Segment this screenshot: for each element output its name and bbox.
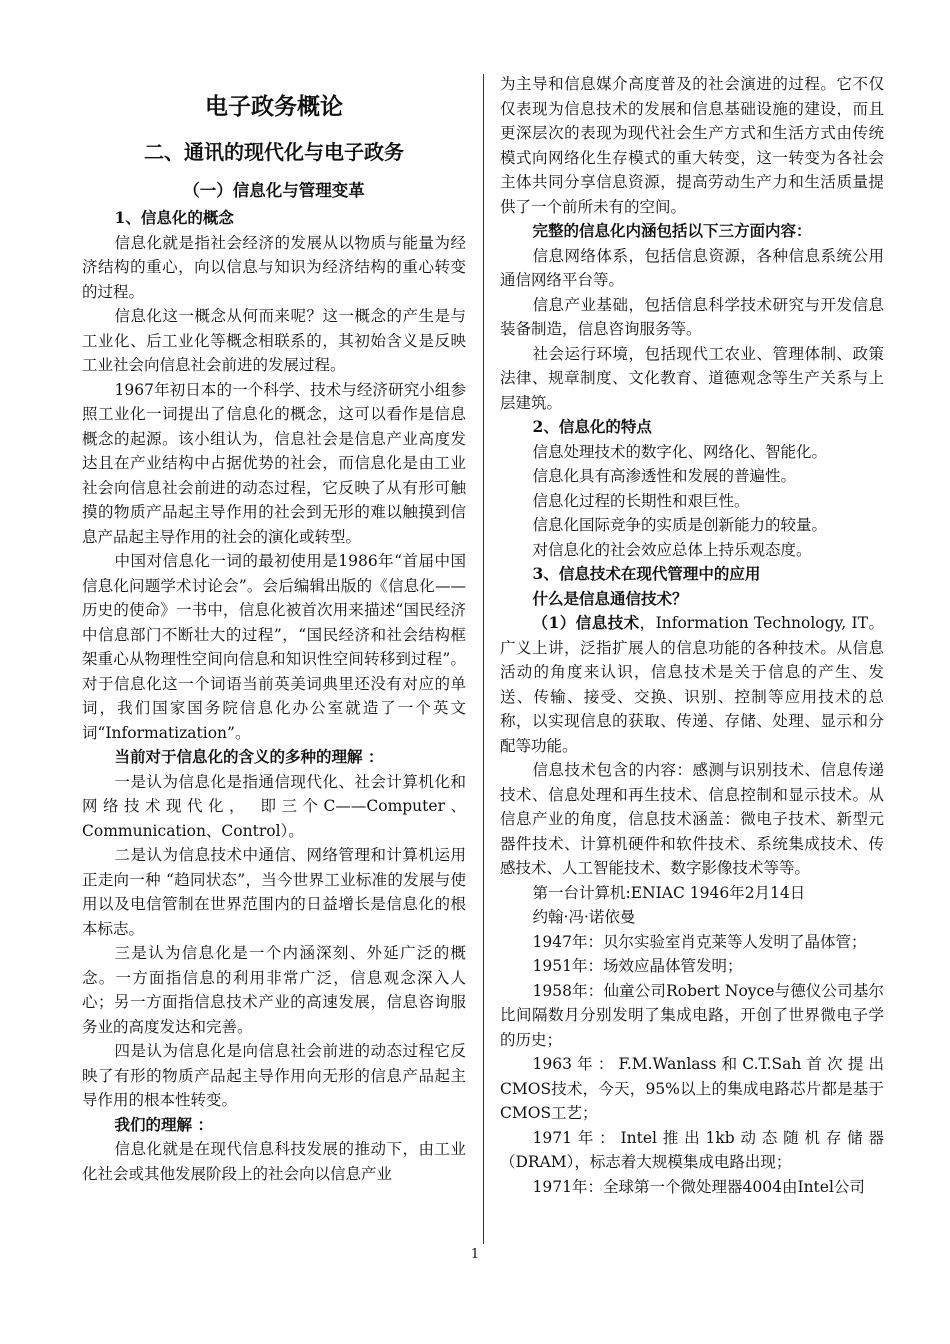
paragraph: 信息化这一概念从何而来呢？这一概念的产生是与工业化、后工业化等概念相联系的，其初始含义是反映工业社会向信息社会前进的发展过程。 [82,307,466,374]
right-column [500,72,884,1199]
paragraph [500,611,884,758]
timeline-item: 1971年：Intel推出1kb动态随机存储器（DRAM），标志着大规模集成电路出现； [500,1128,884,1171]
page-number: 1 [470,1247,480,1262]
left-column [82,72,466,1186]
timeline-item: 1963年：F.M.Wanlass和C.T.Sah首次提出CMOS技术，今天，95%以上的集成电路芯片都是基于CMOS工艺； [500,1055,884,1122]
subheading-what-is-ict: 什么是信息通信技术？ [532,588,688,608]
subheading-application: 3、信息技术在现代管理中的应用 [532,564,761,583]
timeline-item: 1958年：仙童公司Robert Noyce与德仪公司基尔比间隔数月分别发明了集成电路，开创了世界微电子学的历史； [500,981,884,1049]
paragraph: 社会运行环境，包括现代工农业、管理体制、政策法律、规章制度、文化教育、道德观念等生产关系与上层建筑。 [500,344,884,412]
paragraph: 信息产业基础，包括信息科学技术研究与开发信息装备制造，信息咨询服务等。 [500,295,884,338]
feature-item: 信息处理技术的数字化、网络化、智能化。 [532,442,828,461]
paragraph: 一是认为信息化是指通信现代化、社会计算机化和网络技术现代化， 即三个C——Computer、Communication、Control）。 [82,772,466,840]
subheading-meanings: 当前对于信息化的含义的多种的理解 ： [114,747,384,766]
document-title: 电子政务概论 [205,93,343,120]
paragraph-text: ，Information Technology, IT。广义上讲，泛指扩展人的信息功能的各种技术。从信息活动的角度来认识，信息技术是关于信息的产生、发送、传输、接受、交换、识别、控制等应用技术的总称，以实现信息的获取、传递、存储、处理、显示和分配等功能。 [500,614,884,755]
timeline-item: 1971年：全球第一个微处理器4004由Intel公司 [532,1177,865,1196]
subheading-features: 2、信息化的特点 [532,417,652,436]
timeline-item: 第一台计算机:ENIAC 1946年2月14日 [532,883,806,902]
feature-item: 信息化过程的长期性和艰巨性。 [532,491,750,510]
subheading-our-understanding: 我们的理解 ： [114,1114,213,1134]
column-divider [483,74,484,1244]
feature-item: 信息化具有高渗透性和发展的普遍性。 [532,467,797,485]
subheading-concept: 1、信息化的概念 [114,208,234,227]
paragraph: 二是认为信息技术中通信、网络管理和计算机运用正走向一种 “趋同状态”，当今世界工业标准的发展与使用以及电信管制在世界范围内的日益增长是信息化的根本标志。 [82,846,466,938]
timeline-item: 1951年：场效应晶体管发明； [532,957,743,975]
timeline-item: 1947年：贝尔实验室肖克莱等人发明了晶体管； [532,932,867,951]
chapter-title: 二、通讯的现代化与电子政务 [144,140,404,164]
timeline-item: 约翰·冯·诺依曼 [532,908,636,926]
paragraph: 1967年初日本的一个科学、技术与经济研究小组参照工业化一词提出了信息化的概念，这可以看作是信息概念的起源。该小组认为，信息社会是信息产业高度发达且在产业结构中占据优势的社会，而信息化是由工业社会向信息社会前进的动态过程，它反映了从有形可触摸的物质产品起主导作用的社会到无形的难以触摸到信息产品起主导作用的社会的演化或转型。 [82,380,466,546]
term-it: （1）信息技术 [532,613,640,632]
paragraph: 四是认为信息化是向信息社会前进的动态过程它反映了有形的物质产品起主导作用向无形的信息产品起主导作用的根本性转变。 [82,1042,466,1109]
paragraph: 三是认为信息化是一个内涵深刻、外延广泛的概念。一方面指信息的利用非常广泛，信息观念深入人心；另一方面指信息技术产业的高速发展，信息咨询服务业的高度发达和完善。 [82,944,466,1036]
paragraph: 信息网络体系，包括信息资源，各种信息系统公用通信网络平台等。 [500,246,884,289]
paragraph: 信息化就是在现代信息科技发展的推动下，由工业化社会或其他发展阶段上的社会向以信息产业 [82,1140,466,1183]
feature-item: 对信息化的社会效应总体上持乐观态度。 [532,540,812,559]
paragraph: 信息化就是指社会经济的发展从以物质与能量为经济结构的重心，向以信息与知识为经济结构的重心转变的过程。 [82,233,466,301]
paragraph: 中国对信息化一词的最初使用是1986年“首届中国信息化问题学术讨论会”。会后编辑出版的《信息化——历史的使命》一书中，信息化被首次用来描述“国民经济中信息部门不断壮大的过程”，“国民经济和社会结构框架重心从物理性空间向信息和知识性空间转移到过程”。对于信息化这一个词语当前英美词典里还没有对应的单词，我们国家国务院信息化办公室就造了一个英文词“Informatization”。 [82,552,466,742]
feature-item: 信息化国际竞争的实质是创新能力的较量。 [532,516,828,534]
subheading-full-connotation: 完整的信息化内涵包括以下三方面内容： [532,221,812,240]
section-title: （一）信息化与管理变革 [183,181,365,200]
paragraph: 为主导和信息媒介高度普及的社会演进的过程。它不仅仅表现为信息技术的发展和信息基础设施的建设，而且更深层次的表现为现代社会生产方式和生活方式由传统模式向网络化生存模式的重大转变，这一转变为各社会主体共同分享信息资源，提高劳动生产力和生活质量提供了一个前所未有的空间。 [500,75,884,216]
paragraph: 信息技术包含的内容：感测与识别技术、信息传递技术、信息处理和再生技术、信息控制和显示技术。从信息产业的角度，信息技术涵盖：微电子技术、新型元器件技术、计算机硬件和软件技术、系统集成技术、传感技术、人工智能技术、数字影像技术等等。 [500,761,884,877]
